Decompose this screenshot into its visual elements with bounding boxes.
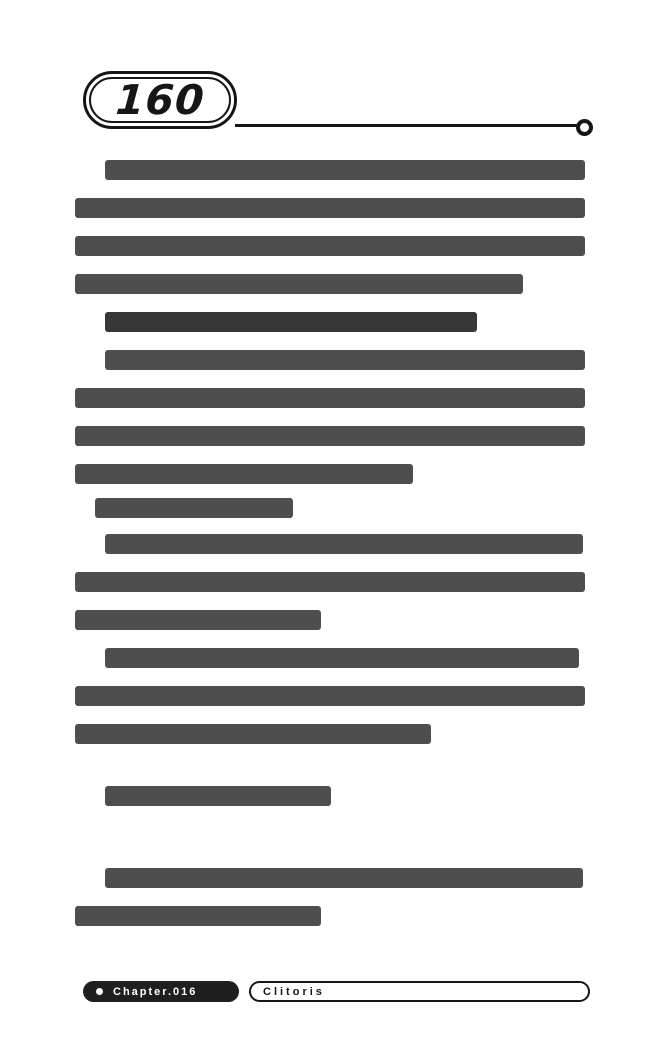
redacted-text-line (95, 498, 293, 518)
redacted-text-line (75, 426, 585, 446)
footer-chapter-label: Chapter.016 (113, 985, 198, 998)
footer-chapter-pill (83, 981, 239, 1002)
redacted-text-line (75, 686, 585, 706)
redacted-text-line (75, 906, 321, 926)
redacted-text-line (105, 350, 585, 370)
redacted-text-line (105, 786, 331, 806)
redacted-text-line (75, 388, 585, 408)
footer-chapter-title-pill (249, 981, 590, 1002)
redacted-text-line (105, 868, 583, 888)
redacted-text-line (75, 572, 585, 592)
redacted-text-line (75, 464, 413, 484)
redacted-text-line (75, 724, 431, 744)
redacted-text-line (105, 648, 579, 668)
page-number: 160 (114, 76, 206, 124)
footer-chapter-title: Clitoris (263, 985, 325, 998)
redacted-text-line (75, 236, 585, 256)
redacted-text-line (75, 274, 523, 294)
redacted-text-line (105, 160, 585, 180)
redacted-text-line (75, 198, 585, 218)
redacted-text-line (75, 610, 321, 630)
footer-bullet-dot-icon (96, 988, 103, 995)
redacted-text-line (105, 534, 583, 554)
redacted-text-line (105, 312, 477, 332)
